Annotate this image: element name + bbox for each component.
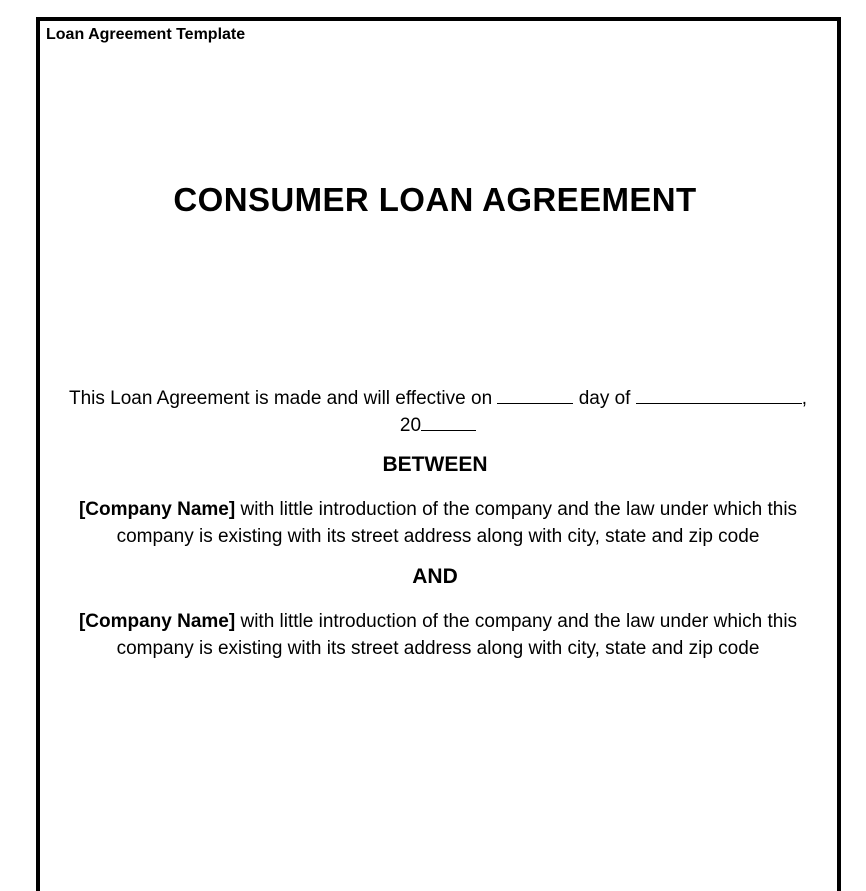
effective-date-intro: This Loan Agreement is made and will effective on <box>68 388 493 409</box>
between-heading: BETWEEN <box>382 453 488 476</box>
party-two-name: [Company Name] <box>78 611 236 632</box>
and-heading: AND <box>412 565 458 588</box>
day-of-text: day of <box>578 388 631 409</box>
year-prefix: 20 <box>399 415 422 436</box>
year-blank[interactable] <box>421 412 476 431</box>
month-blank[interactable] <box>636 385 802 404</box>
day-blank[interactable] <box>497 385 573 404</box>
party-two-description: with little introduction of the company and the law under which this company is existing with its street address along with city, state and zip code <box>116 611 798 659</box>
document-title: CONSUMER LOAN AGREEMENT <box>173 181 697 218</box>
party-one-paragraph <box>58 496 818 550</box>
party-one-description: with little introduction of the company and the law under which this company is existing with its street address along with city, state and zip code <box>116 499 798 547</box>
date-comma: , <box>801 388 808 409</box>
document-page <box>36 17 841 891</box>
party-two-paragraph <box>58 608 818 662</box>
effective-date-clause <box>58 385 818 439</box>
party-one-name: [Company Name] <box>78 499 236 520</box>
document-header-label: Loan Agreement Template <box>46 26 246 43</box>
